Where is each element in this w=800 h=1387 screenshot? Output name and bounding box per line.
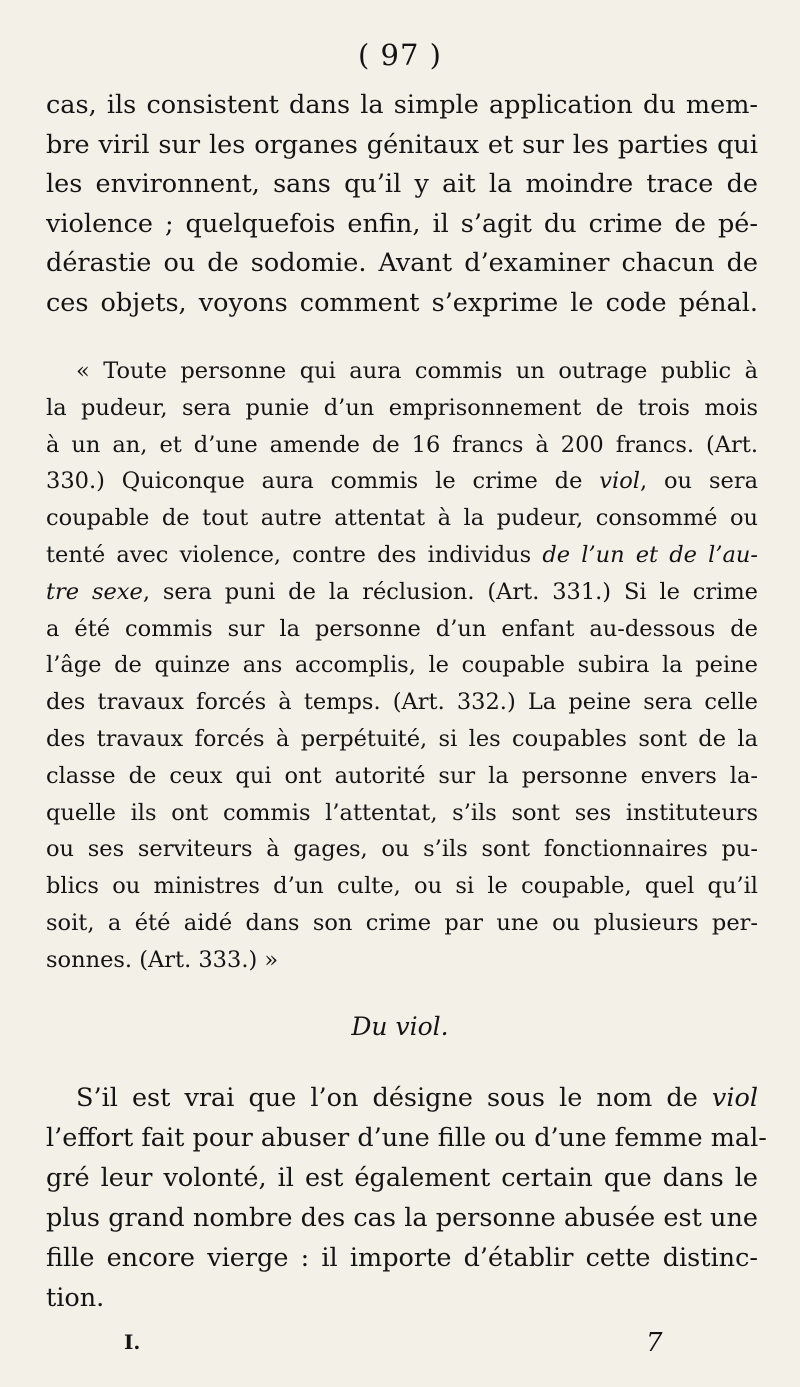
text-line: gré leur volonté, il est également certain que dans le — [46, 1163, 758, 1193]
text-line: blics ou ministres d’un culte, ou si le coupable, quel qu’il — [46, 873, 758, 900]
text-line: les environnent, sans qu’il y ait la moindre trace de — [46, 169, 758, 199]
text-line: violence ; quelquefois enfin, il s’agit du crime de pé- — [46, 208, 758, 239]
paragraph-2-penal-code-quote — [46, 353, 758, 979]
text-line: tion. — [46, 1283, 105, 1313]
text-line: à un an, et d’une amende de 16 francs à 200 francs. (Art. — [46, 431, 758, 458]
text-line: bre viril sur les organes génitaux et sur les parties qui — [46, 129, 758, 160]
text-line: l’effort fait pour abuser d’une fille ou d’une femme mal- — [46, 1123, 767, 1153]
section-heading: Du viol. — [351, 1012, 449, 1041]
text-line: des travaux forcés à temps. (Art. 332.) La peine sera celle — [46, 689, 758, 716]
text-line: classe de ceux qui ont autorité sur la personne envers la- — [46, 762, 758, 789]
text-line: « Toute personne qui aura commis un outrage public à — [76, 358, 758, 384]
signature-mark: I. — [124, 1330, 141, 1354]
text-line: coupable de tout autre attentat à la pudeur, consommé ou — [46, 505, 758, 532]
text-line: des travaux forcés à perpétuité, si les coupables sont de la — [46, 725, 758, 752]
gathering-number: 7 — [646, 1328, 663, 1358]
text-line: plus grand nombre des cas la personne abusée est une — [46, 1203, 758, 1233]
text-line: fille encore vierge : il importe d’établir cette distinc- — [46, 1243, 758, 1273]
page-number: ( 97 ) — [358, 38, 442, 72]
text-line: cas, ils consistent dans la simple application du mem- — [46, 90, 758, 120]
paragraph-1 — [46, 86, 758, 323]
paragraph-3 — [46, 1078, 767, 1318]
text-line: a été commis sur la personne d’un enfant au-dessous de — [46, 615, 758, 642]
text-line: dérastie ou de sodomie. Avant d’examiner chacun de — [46, 248, 758, 278]
text-line: S’il est vrai que l’on désigne sous le nom de viol — [76, 1083, 758, 1113]
text-line: l’âge de quinze ans accomplis, le coupable subira la peine — [46, 652, 758, 679]
text-line: soit, a été aidé dans son crime par une ou plusieurs per- — [46, 909, 758, 936]
text-line: tre sexe, sera puni de la réclusion. (Art. 331.) Si le crime — [46, 578, 758, 605]
text-line: sonnes. (Art. 333.) » — [46, 946, 279, 973]
text-line: ces objets, voyons comment s’exprime le code pénal. — [46, 287, 758, 318]
text-line: tenté avec violence, contre des individus de l’un et de l’au- — [46, 541, 758, 568]
text-line: la pudeur, sera punie d’un emprisonnement de trois mois — [46, 394, 758, 421]
text-line: ou ses serviteurs à gages, ou s’ils sont fonctionnaires pu- — [46, 836, 758, 863]
text-line: 330.) Quiconque aura commis le crime de viol, ou sera — [46, 468, 758, 495]
text-line: quelle ils ont commis l’attentat, s’ils sont ses instituteurs — [46, 799, 758, 826]
